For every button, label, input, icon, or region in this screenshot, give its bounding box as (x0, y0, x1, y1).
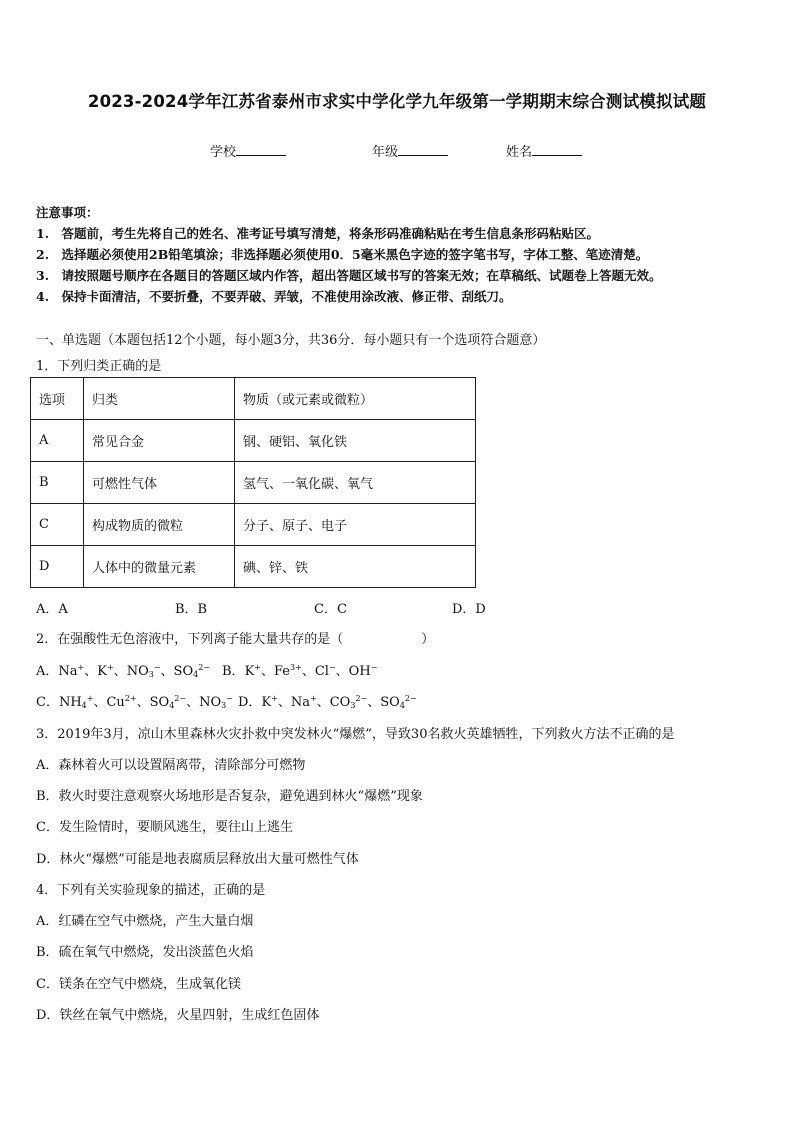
grade-field (372, 141, 448, 160)
school-field (210, 141, 286, 160)
option-label: D． (238, 695, 262, 710)
question-1-option-c: C．C (314, 602, 347, 617)
ion-formula: $SO_4^{2-}$ (380, 694, 417, 710)
question-1-option-b: B．B (175, 602, 208, 617)
question-1-table (30, 377, 476, 588)
ion-formula: $NO_3^-$ (199, 694, 233, 710)
question-4-stem: 4．下列有关实验现象的描述，正确的是 (36, 883, 266, 898)
question-3-option-a: A．森林着火可以设置隔离带，清除部分可燃物 (36, 758, 306, 773)
table-cell: C (31, 504, 84, 546)
table-header-cell: 物质（或元素或微粒） (235, 378, 476, 420)
question-2-option-c: C．$NH_4^+$、$Cu^{2+}$、$SO_4^{2-}$、$NO_3^-$ (36, 694, 233, 710)
ion-formula: $NH_4^+$ (58, 694, 94, 710)
option-label: A． (36, 664, 59, 679)
ion-formula: $Fe^{3+}$ (274, 663, 302, 679)
question-1-option-a: A．A (36, 602, 68, 617)
question-2-option-a: A．Na+、K+、$NO_3^-$、$SO_4^{2-}$ (36, 663, 211, 679)
school-label: 学校 (210, 145, 237, 160)
table-header-row (31, 378, 476, 420)
ion-formula: Na+ (290, 694, 317, 710)
note-item: 1. 答题前，考生先将自己的姓名、准考证号填写清楚，将条形码准确粘贴在考生信息条形码粘贴区。 (36, 226, 600, 241)
table-cell: 氢气、一氧化碳、氧气 (235, 462, 476, 504)
question-3-option-b: B．救火时要注意观察火场地形是否复杂，避免遇到林火“爆燃”现象 (36, 789, 423, 804)
ion-formula: $CO_3^{2-}$ (329, 694, 368, 710)
name-label: 姓名 (506, 145, 533, 160)
ion-formula: $SO_4^{2-}$ (149, 694, 187, 710)
question-3-stem: 3．2019年3月，凉山木里森林火灾扑救中突发林火“爆燃”，导致30名救火英雄牺牲，下列救火方法不正确的是 (36, 727, 675, 742)
table-cell: 分子、原子、电子 (235, 504, 476, 546)
table-header-cell: 归类 (84, 378, 235, 420)
table-cell: B (31, 462, 84, 504)
notes-heading: 注意事项： (36, 205, 99, 220)
grade-label: 年级 (372, 145, 399, 160)
question-4-option-d: D．铁丝在氧气中燃烧，火星四射，生成红色固体 (36, 1008, 320, 1023)
ion-formula: K+ (244, 663, 261, 679)
table-row (31, 420, 476, 462)
ion-formula: K+ (97, 663, 114, 679)
question-3-option-d: D．林火“爆燃”可能是地表腐质层释放出大量可燃性气体 (36, 852, 359, 867)
option-label: C． (36, 695, 59, 710)
question-4-option-b: B．硫在氧气中燃烧，发出淡蓝色火焰 (36, 945, 254, 960)
table-row (31, 546, 476, 588)
ion-formula: Cl− (314, 663, 336, 679)
ion-formula: $SO_4^{2-}$ (173, 663, 211, 679)
table-cell: 常见合金 (84, 420, 235, 462)
question-4-option-a: A．红磷在空气中燃烧，产生大量白烟 (36, 914, 254, 929)
ion-formula: K+ (261, 694, 278, 710)
question-2-option-d: D．K+、Na+、$CO_3^{2-}$、$SO_4^{2-}$ (238, 694, 417, 710)
exam-title: 2023-2024学年江苏省泰州市求实中学化学九年级第一学期期末综合测试模拟试题 (87, 92, 707, 111)
grade-blank (398, 143, 448, 156)
option-label: B． (222, 664, 245, 679)
table-cell: 碘、锌、铁 (235, 546, 476, 588)
table-cell: 构成物质的微粒 (84, 504, 235, 546)
table-cell: D (31, 546, 84, 588)
name-field (506, 141, 582, 160)
question-1-option-d: D．D (452, 602, 486, 617)
school-blank (236, 143, 286, 156)
table-cell: A (31, 420, 84, 462)
ion-formula: OH− (348, 663, 378, 679)
note-item: 4. 保持卡面清洁，不要折叠，不要弄破、弄皱，不准使用涂改液、修正带、刮纸刀。 (36, 289, 512, 304)
table-header-cell: 选项 (31, 378, 84, 420)
table-cell: 人体中的微量元素 (84, 546, 235, 588)
table-cell: 钢、硬铝、氧化铁 (235, 420, 476, 462)
question-2-option-b: B．K+、$Fe^{3+}$、Cl−、OH− (222, 663, 378, 679)
table-row (31, 462, 476, 504)
name-blank (532, 143, 582, 156)
ion-formula: $Cu^{2+}$ (106, 694, 137, 710)
table-row (31, 504, 476, 546)
ion-formula: Na+ (58, 663, 85, 679)
question-1-stem: 1．下列归类正确的是 (36, 359, 162, 374)
table-cell: 可燃性气体 (84, 462, 235, 504)
ion-formula: $NO_3^-$ (126, 663, 161, 679)
section-heading: 一、单选题（本题包括12个小题，每小题3分，共36分．每小题只有一个选项符合题意） (36, 333, 546, 348)
question-3-option-c: C．发生险情时，要顺风逃生，要往山上逃生 (36, 820, 293, 835)
question-4-option-c: C．镁条在空气中燃烧，生成氧化镁 (36, 977, 241, 992)
note-item: 3. 请按照题号顺序在各题目的答题区域内作答，超出答题区域书写的答案无效；在草稿纸、试题卷上答题无效。 (36, 268, 662, 283)
note-item: 2. 选择题必须使用2B铅笔填涂；非选择题必须使用0．5毫米黑色字迹的签字笔书写，字体工整、笔迹清楚。 (36, 247, 649, 262)
question-2-stem: 2．在强酸性无色溶液中，下列离子能大量共存的是（ ） (36, 632, 435, 647)
